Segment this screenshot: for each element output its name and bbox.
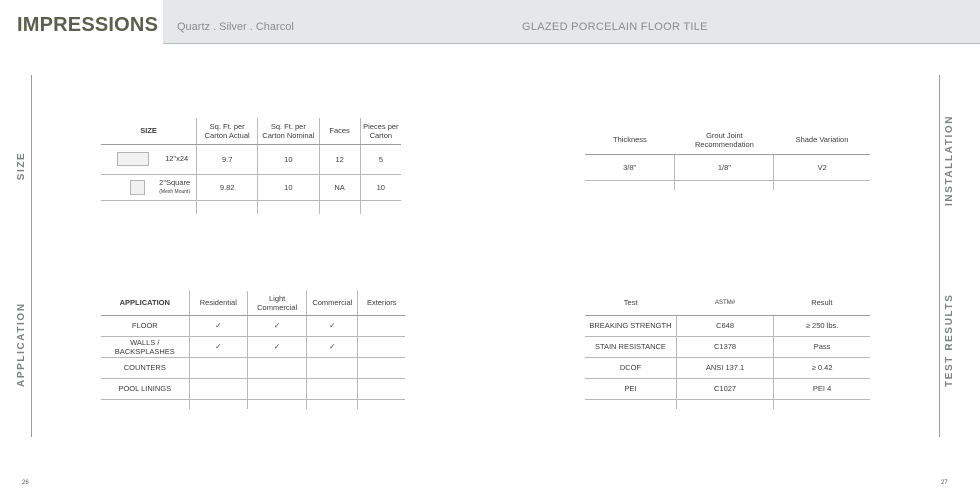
header-grout: Grout Joint Recommendation [675,126,774,154]
table-row [101,144,401,174]
installation-table-header [585,126,870,154]
application-exteriors-cell [358,315,405,336]
side-label-application: APPLICATION [16,302,27,387]
table-row [101,378,405,399]
application-light-commercial-cell [248,378,307,399]
table-row [585,357,870,378]
application-exteriors-cell [358,336,405,357]
application-commercial-cell [307,357,358,378]
application-name: FLOOR [101,315,189,336]
astm-value: C1027 [676,378,773,399]
table-spacer-row [101,399,405,409]
astm-value: ANSI 137.1 [676,357,773,378]
product-type: GLAZED PORCELAIN FLOOR TILE [522,21,708,33]
tile-swatch-icon [117,152,149,166]
result-value: Pass [774,336,870,357]
shade-value: V2 [774,154,870,180]
table-row [101,315,405,336]
size-table-header [101,118,401,144]
tile-swatch-icon [130,180,145,195]
application-residential-cell [189,336,248,357]
header-commercial: Commercial [307,291,358,315]
side-label-test-results: TEST RESULTS [944,293,955,387]
actual-value: 9.7 [197,144,258,174]
right-divider-line [939,75,940,437]
nominal-value: 10 [258,174,319,200]
left-divider-line [31,75,32,437]
header-light-commercial: Light Commercial [248,291,307,315]
size-value: 2"Square [159,177,191,187]
faces-value: NA [319,174,360,200]
check-icon: ✓ [273,342,281,351]
header-size: SIZE [101,118,197,144]
application-name: POOL LININGS [101,378,189,399]
grout-value: 1/8" [675,154,774,180]
test-name: BREAKING STRENGTH [585,315,676,336]
astm-value: C1378 [676,336,773,357]
test-results-table [585,291,870,409]
brand-title: IMPRESSIONS [17,14,159,36]
side-label-size: SIZE [16,151,27,181]
page-number-right: 27 [941,480,948,486]
actual-value: 9.82 [197,174,258,200]
application-residential-cell [189,315,248,336]
header-pieces: Pieces per Carton [360,118,401,144]
table-row [585,378,870,399]
table-row [101,336,405,357]
test-name: STAIN RESISTANCE [585,336,676,357]
table-row [585,154,870,180]
application-commercial-cell [307,378,358,399]
page-number-left: 26 [22,480,29,486]
header-astm: ASTM# [676,291,773,315]
pieces-value: 10 [360,174,401,200]
test-table-header [585,291,870,315]
astm-value: C648 [676,315,773,336]
application-residential-cell [189,357,248,378]
header-residential: Residential [189,291,248,315]
application-commercial-cell [307,315,358,336]
header-shade: Shade Variation [774,126,870,154]
application-name: WALLS / BACKSPLASHES [101,336,189,357]
size-cell [101,144,197,174]
header-application: APPLICATION [101,291,189,315]
application-commercial-cell [307,336,358,357]
nominal-value: 10 [258,144,319,174]
table-spacer-row [585,180,870,190]
size-value: 12"x24 [165,153,189,163]
size-cell [101,174,197,200]
header-brand-area [0,0,163,44]
header-exteriors: Exteriors [358,291,405,315]
test-rows [585,315,870,399]
table-row [585,336,870,357]
table-spacer-row [585,399,870,409]
application-light-commercial-cell [248,315,307,336]
side-label-installation: INSTALLATION [944,114,955,206]
pieces-value: 5 [360,144,401,174]
application-light-commercial-cell [248,336,307,357]
application-exteriors-cell [358,378,405,399]
result-value: ≥ 0.42 [774,357,870,378]
header-faces: Faces [319,118,360,144]
faces-value: 12 [319,144,360,174]
header-actual: Sq. Ft. per Carton Actual [197,118,258,144]
color-list: Quartz . Silver . Charcol [177,21,294,33]
header-test: Test [585,291,676,315]
result-value: PEI 4 [774,378,870,399]
thickness-value: 3/8" [585,154,675,180]
application-table-header [101,291,405,315]
installation-table [585,126,870,190]
header-thickness: Thickness [585,126,675,154]
table-spacer-row [101,200,401,214]
size-table [101,118,401,214]
check-icon: ✓ [328,342,336,351]
application-name: COUNTERS [101,357,189,378]
check-icon: ✓ [214,321,222,330]
header-nominal: Sq. Ft. per Carton Nominal [258,118,319,144]
table-row [101,174,401,200]
application-light-commercial-cell [248,357,307,378]
header-result: Result [774,291,870,315]
check-icon: ✓ [328,321,336,330]
application-rows [101,315,405,399]
test-name: PEI [585,378,676,399]
application-residential-cell [189,378,248,399]
test-name: DCOF [585,357,676,378]
table-row [101,357,405,378]
check-icon: ✓ [273,321,281,330]
application-exteriors-cell [358,357,405,378]
result-value: ≥ 250 lbs. [774,315,870,336]
application-table [101,291,405,409]
check-icon: ✓ [214,342,222,351]
table-row [585,315,870,336]
size-note: (Mesh Mount) [159,188,191,195]
header-band [163,0,980,44]
